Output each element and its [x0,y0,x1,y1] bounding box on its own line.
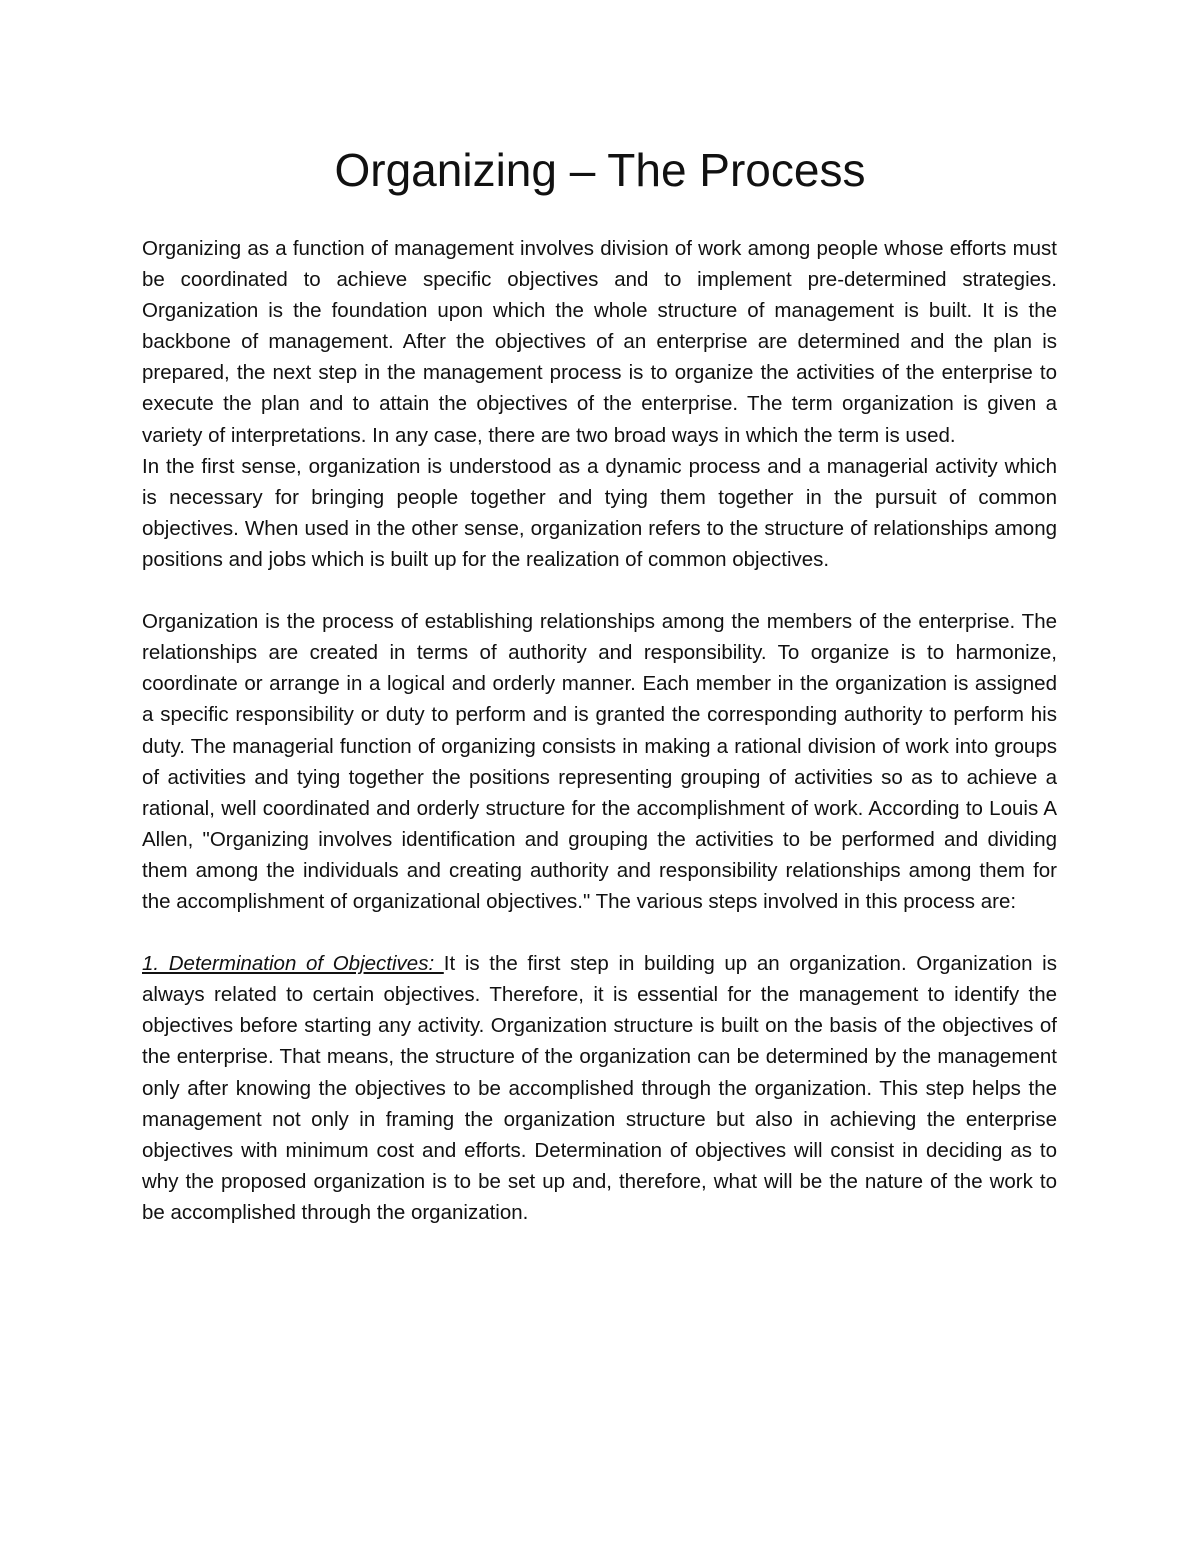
paragraph-spacer [142,575,1057,606]
paragraph-definition: Organization is the process of establishing relationships among the members of the enterprise. The relationships are created in terms of authority and responsibility. To organize is to harmonize, coordinate or arrange in a logical and orderly manner. Each member in the organization is assigned a specific responsibility or duty to perform and is granted the corresponding authority to perform his duty. The managerial function of organizing consists in making a rational division of work into groups of activities and tying together the positions representing grouping of activities so as to achieve a rational, well coordinated and orderly structure for the accomplishment of work. According to Louis A Allen, "Organizing involves identification and grouping the activities to be performed and dividing them among the individuals and creating authority and responsibility relationships among them for the accomplishment of organizational objectives." The various steps involved in this process are: [142,610,1057,913]
step-1-text: It is the first step in building up an organization. Organization is always related to certain objectives. Therefore, it is essential for the management to identify the objectives before starting any activity. Organization structure is built on the basis of the objectives of the enterprise. That means, the structure of the organization can be determined by the management only after knowing the objectives to be accomplished through the organization. This step helps the management not only in framing the organization structure but also in achieving the enterprise objectives with minimum cost and efforts. Determination of objectives will consist in deciding as to why the proposed organization is to be set up and, therefore, what will be the nature of the work to be accomplished through the organization. [142,952,1057,1224]
paragraph-step-1 [142,948,1057,1228]
paragraph-senses: In the first sense, organization is understood as a dynamic process and a managerial activity which is necessary for bringing people together and tying them together in the pursuit of common objectives. When used in the other sense, organization refers to the structure of relationships among positions and jobs which is built up for the realization of common objectives. [142,454,1057,571]
paragraph-spacer [142,917,1057,948]
paragraph-intro: Organizing as a function of management involves division of work among people whose efforts must be coordinated to achieve specific objectives and to implement pre-determined strategies. Organization is the foundation upon which the whole structure of management is built. It is the backbone of management. After the objectives of an enterprise are determined and the plan is prepared, the next step in the management process is to organize the activities of the enterprise to execute the plan and to attain the objectives of the enterprise. The term organization is given a variety of interpretations. In any case, there are two broad ways in which the term is used. [142,237,1057,447]
document-title: Organizing – The Process [334,144,866,196]
step-1-heading: 1. Determination of Objectives: [142,952,444,976]
document-body [142,233,1057,1228]
